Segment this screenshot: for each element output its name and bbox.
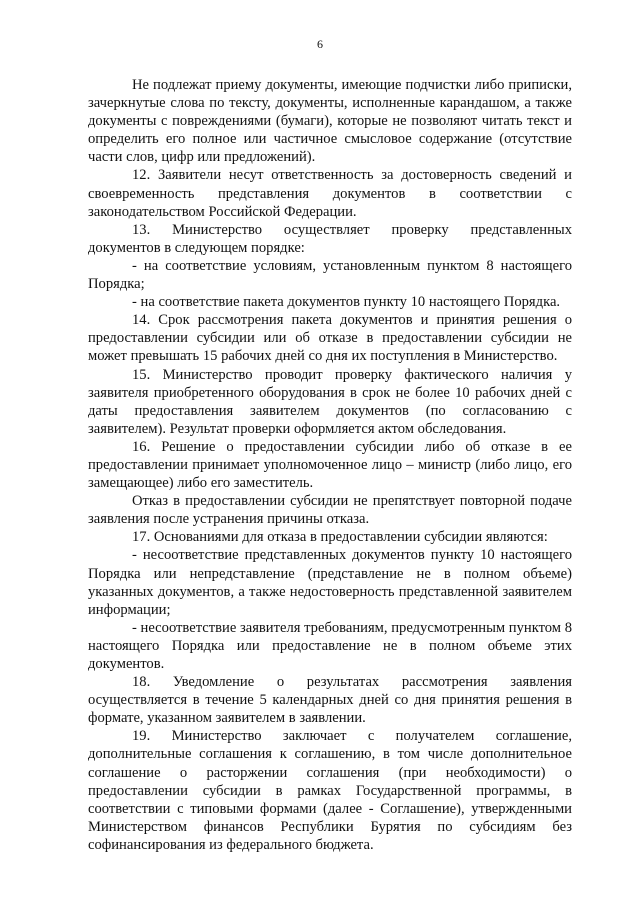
list-item-applicant-mismatch: - несоответствие заявителя требованиям, предусмотренным пунктом 8 настоящего Порядка или предоставление не в полном объеме этих документов. — [88, 619, 572, 672]
paragraph-13-verification: 13. Министерство осуществляет проверку представленных документов в следующем порядке: — [88, 221, 572, 256]
list-item-conditions-point-8: - на соответствие условиям, установленным пунктом 8 настоящего Порядка; — [88, 257, 572, 293]
document-body — [88, 76, 572, 854]
paragraph-18-notification: 18. Уведомление о результатах рассмотрения заявления осуществляется в течение 5 календарных дней со дня принятия решения в формате, указанном заявителем в заявлении. — [88, 674, 572, 727]
paragraph-14-review-period: 14. Срок рассмотрения пакета документов и принятия решения о предоставлении субсидии или об отказе в предоставлении субсидии не может превышать 15 рабочих дней со дня их поступления в Министерство. — [88, 312, 572, 365]
list-item-package-point-10: - на соответствие пакета документов пункту 10 настоящего Порядка. — [132, 294, 561, 311]
paragraph-15-equipment-check: 15. Министерство проводит проверку фактического наличия у заявителя приобретенного оборудования в срок не более 10 рабочих дней с даты предоставления заявителем документов (по согласованию с заявителем). Результат проверки оформляется актом обследования. — [88, 366, 572, 437]
paragraph-16-decision: 16. Решение о предоставлении субсидии либо об отказе в ее предоставлении принимает уполномоченное лицо – министр (либо лицо, его замещающее) либо его заместитель. — [88, 438, 572, 492]
paragraph-17-refusal-grounds: 17. Основаниями для отказа в предоставлении субсидии являются: — [132, 529, 548, 546]
paragraph-refusal-resubmission: Отказ в предоставлении субсидии не препятствует повторной подаче заявления после устранения причины отказа. — [88, 493, 572, 528]
page-number: 6 — [317, 37, 323, 51]
list-item-documents-mismatch: - несоответствие представленных документов пункту 10 настоящего Порядка или непредставление (представление не в полном объеме) указанных документов, а также недостоверность представленной заявителем информации; — [88, 547, 572, 618]
paragraph-12-responsibility: 12. Заявители несут ответственность за достоверность сведений и своевременность представления документов в соответствии с законодательством Российской Федерации. — [88, 167, 572, 220]
paragraph-unacceptable-documents: Не подлежат приему документы, имеющие подчистки либо приписки, зачеркнутые слова по тексту, документы, исполненные карандашом, а также документы с повреждениями (бумаги), которые не позволяют читать текст и определить его полное или частичное смысловое содержание (отсутствие части слов, цифр или предложений). — [88, 77, 572, 166]
paragraph-19-agreement: 19. Министерство заключает с получателем соглашение, дополнительные соглашения к соглашению, в том числе дополнительное соглашение о расторжении соглашения (при необходимости) о предоставлении субсидии в рамках Государственной программы, в соответствии с типовыми формами (далее - Соглашение), утвержденными Министерством финансов Республики Бурятия по субсидиям без софинансирования из федерального бюджета. — [88, 728, 572, 853]
